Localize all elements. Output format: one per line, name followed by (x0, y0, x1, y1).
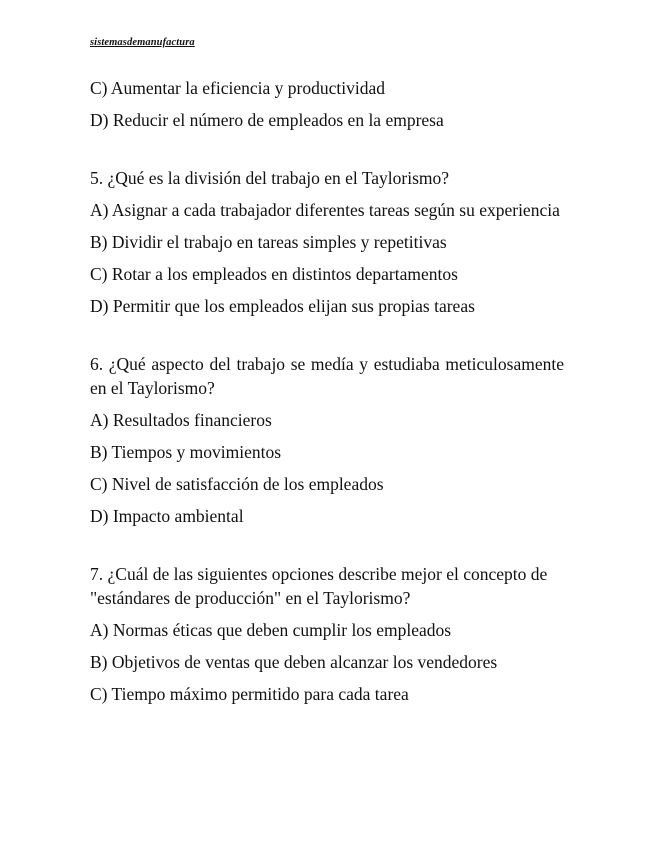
question-5 (90, 166, 564, 318)
question-4-tail (90, 76, 564, 132)
option-d: D) Reducir el número de empleados en la empresa (90, 110, 444, 130)
option-b: B) Dividir el trabajo en tareas simples y repetitivas (90, 232, 447, 252)
question-6 (90, 352, 564, 528)
question-text: 5. ¿Qué es la división del trabajo en el Taylorismo? (90, 168, 450, 188)
option-c: C) Rotar a los empleados en distintos departamentos (90, 264, 458, 284)
option-b: B) Objetivos de ventas que deben alcanzar los vendedores (90, 652, 498, 672)
question-7 (90, 562, 564, 706)
quiz-content (90, 76, 564, 714)
question-text: 7. ¿Cuál de las siguientes opciones describe mejor el concepto de "estándares de producción" en el Taylorismo? (90, 564, 548, 608)
option-d: D) Permitir que los empleados elijan sus propias tareas (90, 296, 475, 316)
question-text: 6. ¿Qué aspecto del trabajo se medía y estudiaba meticulosamente en el Taylorismo? (90, 354, 564, 398)
option-a: A) Resultados financieros (90, 410, 272, 430)
option-c: C) Tiempo máximo permitido para cada tarea (90, 684, 409, 704)
option-c: C) Nivel de satisfacción de los empleados (90, 474, 384, 494)
option-b: B) Tiempos y movimientos (90, 442, 282, 462)
page-header: sistemasdemanufactura (90, 37, 195, 48)
option-c: C) Aumentar la eficiencia y productividad (90, 78, 385, 98)
option-a: A) Asignar a cada trabajador diferentes tareas según su experiencia (90, 200, 560, 220)
option-d: D) Impacto ambiental (90, 506, 244, 526)
option-a: A) Normas éticas que deben cumplir los empleados (90, 620, 452, 640)
